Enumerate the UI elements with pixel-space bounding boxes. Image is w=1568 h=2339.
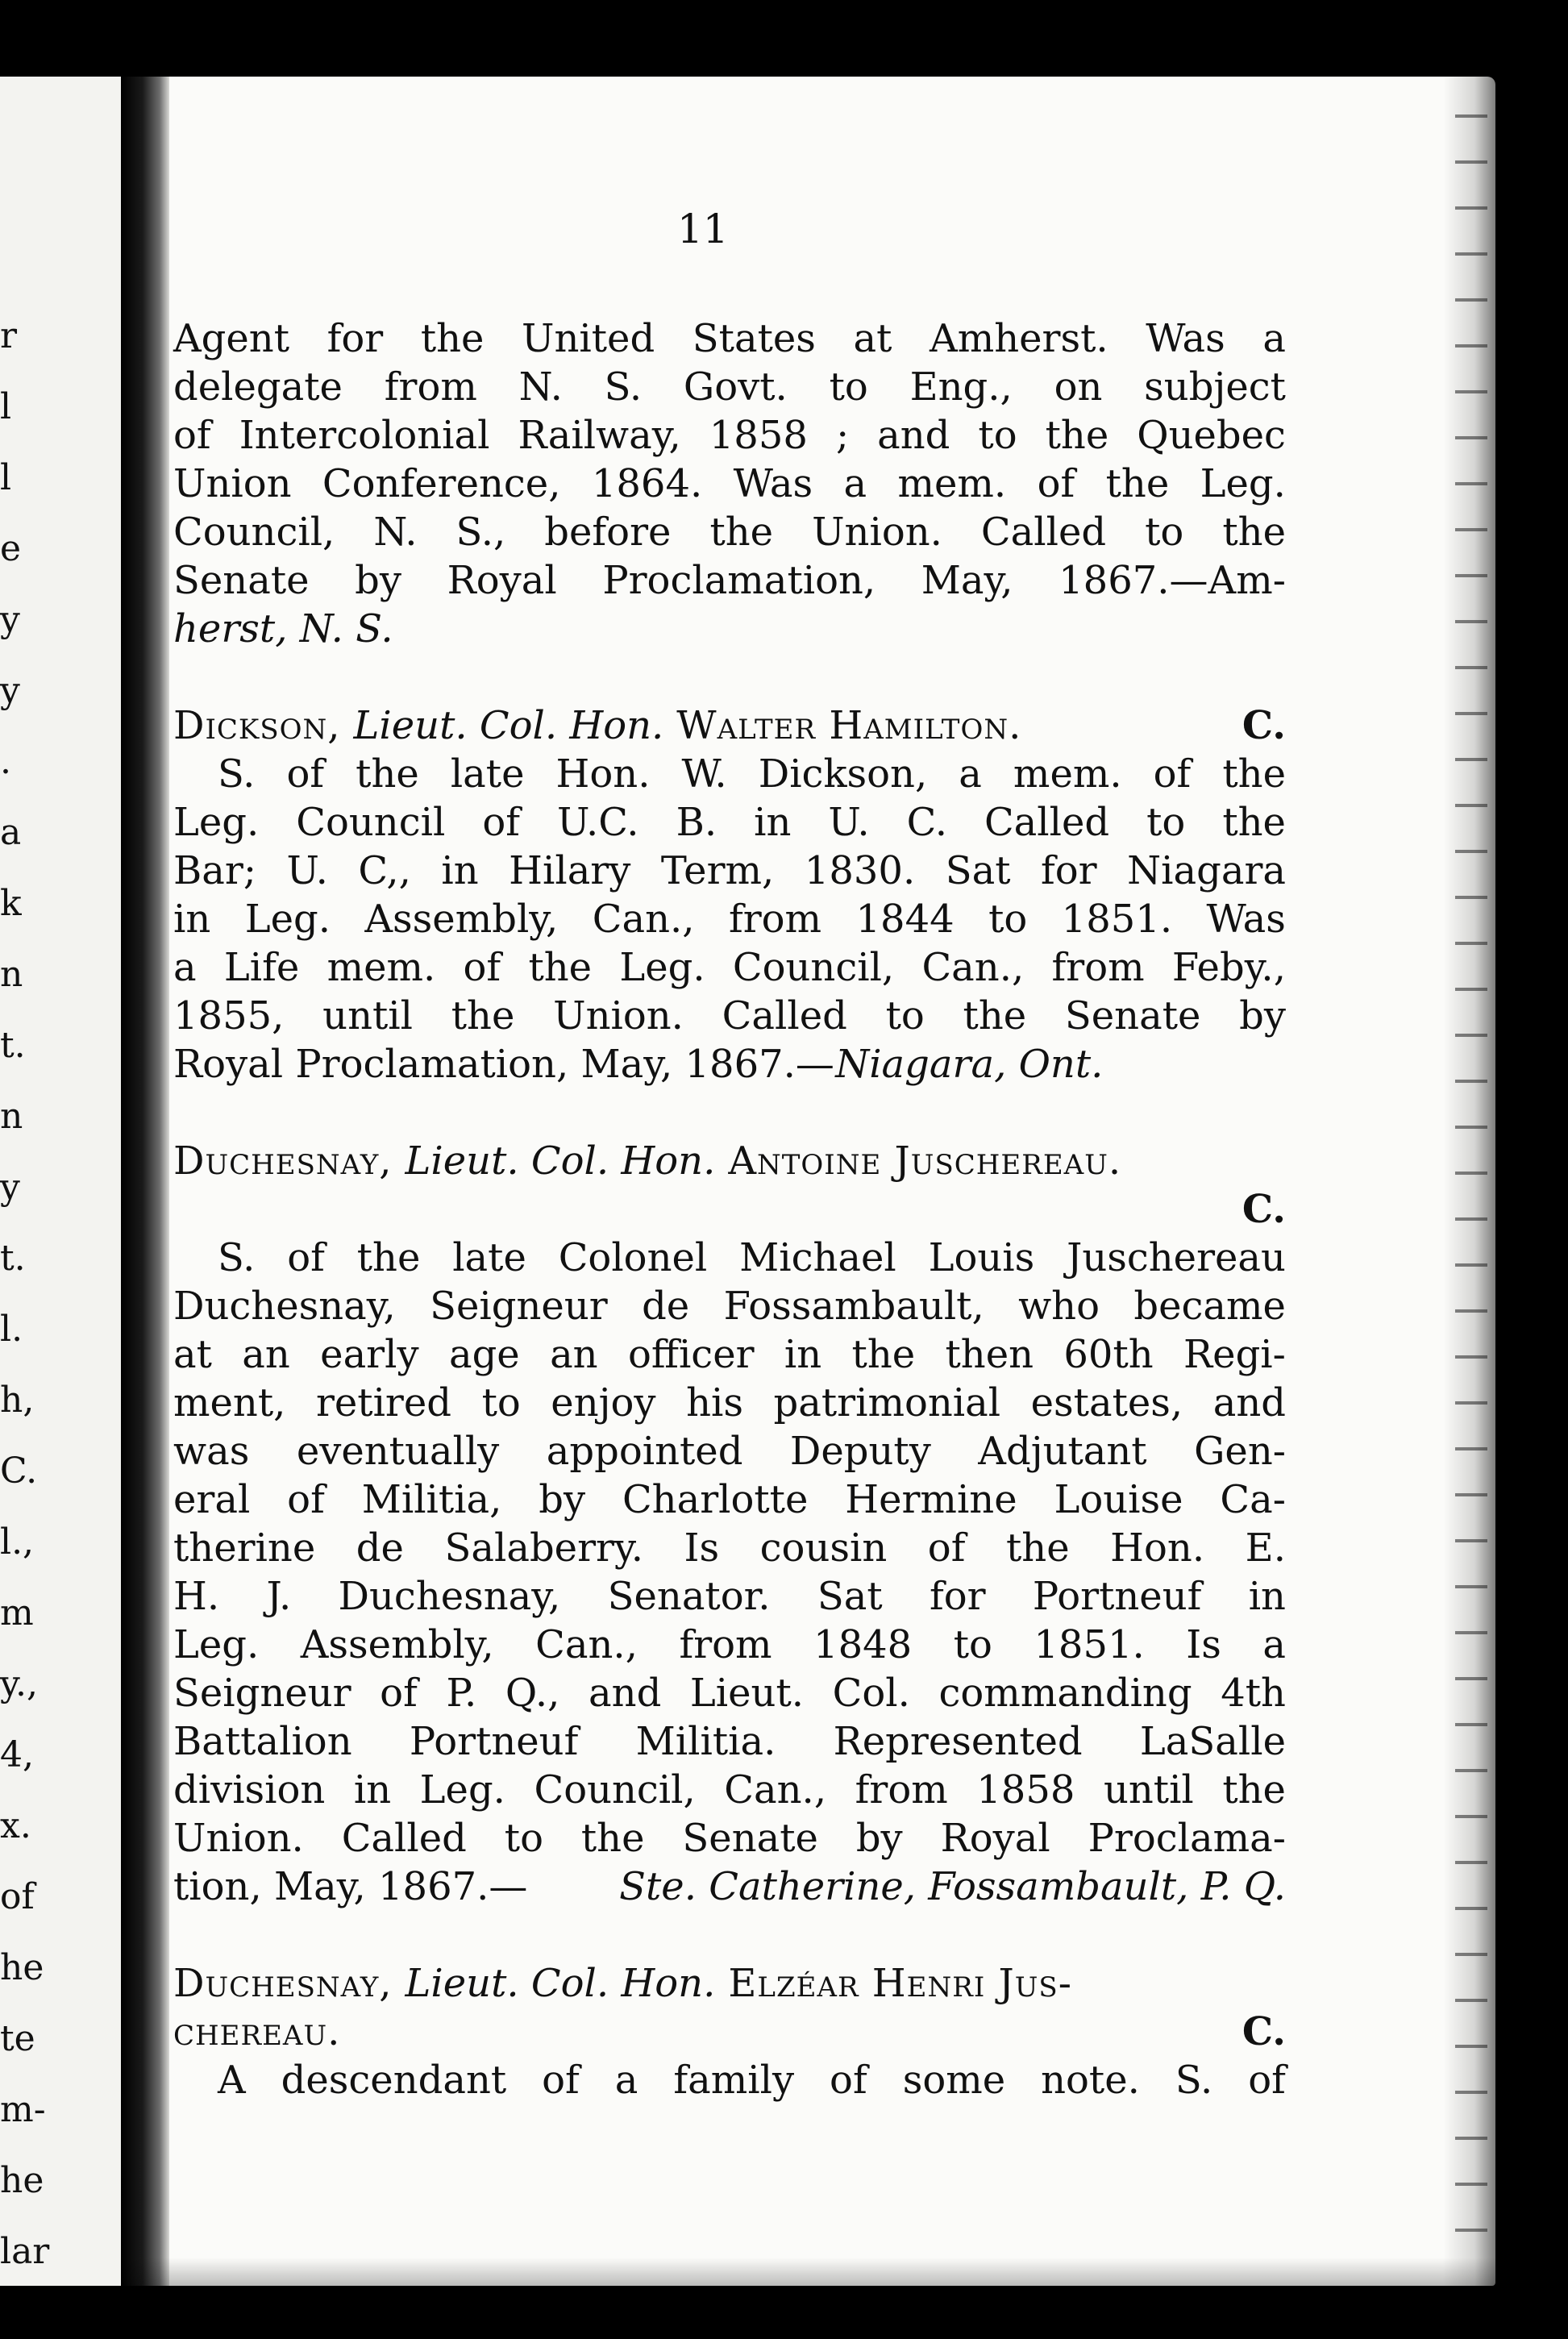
- page-number: 11: [677, 206, 729, 252]
- fragment-text: t.: [0, 1025, 26, 1066]
- page-body: [173, 314, 1286, 2104]
- entry-given-names-continued: chereau.: [173, 2009, 341, 2054]
- paragraph-line: [173, 1040, 1286, 1088]
- residence: Ste. Catherine, Fossambault, P. Q.: [619, 1864, 1286, 1909]
- paragraph-line: at an early age an officer in the then 60th Regi-: [173, 1332, 1286, 1377]
- paragraph-line: H. J. Duchesnay, Senator. Sat for Portneuf in: [173, 1574, 1286, 1619]
- residence: Niagara, Ont.: [835, 1042, 1104, 1087]
- fragment-text: l: [0, 386, 12, 427]
- entry-title: Lieut. Col. Hon.: [405, 1961, 716, 2006]
- fragment-text: e: [0, 528, 22, 569]
- entry-given-names: Antoine Juschereau.: [728, 1138, 1122, 1184]
- entry-title: Lieut. Col. Hon.: [405, 1138, 716, 1184]
- paragraph-line: a Life mem. of the Leg. Council, Can., from Feby.,: [173, 945, 1286, 990]
- paragraph-line: Battalion Portneuf Militia. Represented LaSalle: [173, 1719, 1286, 1764]
- paragraph-line: Duchesnay, Seigneur de Fossambault, who became: [173, 1284, 1286, 1329]
- entry-paragraph: [173, 1234, 1286, 1862]
- paragraph-line: Leg. Council of U.C. B. in U. C. Called to the: [173, 800, 1286, 845]
- intro-paragraph: [173, 314, 1286, 605]
- entry-paragraph: [173, 2056, 1286, 2104]
- paragraph-line: division in Leg. Council, Can., from 1858 until the: [173, 1767, 1286, 1813]
- book-gutter: [121, 77, 169, 2286]
- page-edge-bottom: [121, 2258, 1495, 2286]
- fragment-text: m: [0, 1592, 34, 1634]
- paragraph-text: tion, May, 1867.—: [173, 1864, 528, 1909]
- fragment-text: n: [0, 1096, 23, 1137]
- fragment-text: y: [0, 670, 20, 711]
- fragment-text: .: [0, 741, 11, 782]
- entry-given-names: Elzéar Henri Jus-: [728, 1961, 1072, 2006]
- paragraph-line: in Leg. Assembly, Can., from 1844 to 1851. Was: [173, 897, 1286, 942]
- entry-heading: [173, 1959, 1286, 2008]
- paragraph-line: delegate from N. S. Govt. to Eng., on subject: [173, 364, 1286, 410]
- paragraph-line: therine de Salaberry. Is cousin of the Hon. E.: [173, 1525, 1286, 1571]
- fragment-text: of: [0, 1876, 35, 1917]
- paragraph-line: S. of the late Hon. W. Dickson, a mem. of the: [218, 751, 1286, 797]
- fragment-text: y: [0, 1167, 20, 1208]
- fragment-text: he: [0, 2160, 44, 2201]
- paragraph-line: Agent for the United States at Amherst. Was a: [173, 316, 1286, 361]
- paragraph-line: [173, 1862, 1286, 1911]
- residence: herst, N. S.: [173, 606, 393, 651]
- entry-heading: [173, 701, 1286, 750]
- entry-heading-continued: [173, 2008, 1286, 2056]
- entry-surname: Dickson,: [173, 703, 341, 748]
- paragraph-line: A descendant of a family of some note. S. of: [218, 2058, 1286, 2103]
- entry-surname: Duchesnay,: [173, 1961, 393, 2006]
- fragment-text: y: [0, 599, 20, 640]
- paragraph-line: Bar; U. C,, in Hilary Term, 1830. Sat for Niagara: [173, 848, 1286, 893]
- fragment-text: r: [0, 315, 18, 356]
- fragment-text: n: [0, 954, 23, 995]
- paragraph-line: Union Conference, 1864. Was a mem. of the Leg.: [173, 461, 1286, 506]
- fragment-text: 4,: [0, 1734, 34, 1775]
- paragraph-line: Leg. Assembly, Can., from 1848 to 1851. Is a: [173, 1622, 1286, 1667]
- page-edge-marks: [1455, 97, 1487, 2266]
- paragraph-line: of Intercolonial Railway, 1858 ; and to the Quebec: [173, 413, 1286, 458]
- fragment-text: t.: [0, 1238, 26, 1279]
- paragraph-line: Union. Called to the Senate by Royal Proclama-: [173, 1816, 1286, 1861]
- chamber-line: [173, 1185, 1286, 1234]
- paragraph-line: Senate by Royal Proclamation, May, 1867.—Am-: [173, 558, 1286, 603]
- chamber-mark: C.: [1242, 1187, 1286, 1232]
- fragment-text: l: [0, 457, 12, 498]
- chamber-mark: C.: [1242, 2009, 1286, 2054]
- fragment-text: l.: [0, 1309, 23, 1350]
- adjacent-page-fragment: [0, 77, 121, 2286]
- paragraph-text: Royal Proclamation, May, 1867.—: [173, 1042, 834, 1087]
- paragraph-line: Council, N. S., before the Union. Called to the: [173, 510, 1286, 555]
- fragment-text: m-: [0, 2089, 46, 2130]
- fragment-text: x.: [0, 1805, 31, 1846]
- paragraph-line: [173, 605, 1286, 653]
- paragraph-line: S. of the late Colonel Michael Louis Juschereau: [218, 1235, 1286, 1280]
- paragraph-line: was eventually appointed Deputy Adjutant Gen-: [173, 1429, 1286, 1474]
- paragraph-line: eral of Militia, by Charlotte Hermine Louise Ca-: [173, 1477, 1286, 1522]
- entry-surname: Duchesnay,: [173, 1138, 393, 1184]
- entry-paragraph: [173, 750, 1286, 1040]
- fragment-text: h,: [0, 1380, 35, 1421]
- paragraph-line: 1855, until the Union. Called to the Senate by: [173, 993, 1286, 1038]
- paragraph-line: Seigneur of P. Q., and Lieut. Col. commanding 4th: [173, 1671, 1286, 1716]
- entry-title: Lieut. Col. Hon.: [353, 703, 664, 748]
- fragment-text: a: [0, 812, 22, 853]
- chamber-mark: C.: [1242, 703, 1286, 748]
- fragment-text: he: [0, 1947, 44, 1988]
- fragment-text: C.: [0, 1450, 38, 1492]
- fragment-text: te: [0, 2018, 35, 2059]
- fragment-text: y.,: [0, 1663, 38, 1704]
- paragraph-line: ment, retired to enjoy his patrimonial estates, and: [173, 1380, 1286, 1425]
- fragment-text: lar: [0, 2231, 50, 2272]
- fragment-text: l.,: [0, 1521, 35, 1563]
- entry-heading: [173, 1137, 1286, 1185]
- fragment-text: k: [0, 883, 22, 924]
- entry-given-names: Walter Hamilton.: [676, 703, 1022, 748]
